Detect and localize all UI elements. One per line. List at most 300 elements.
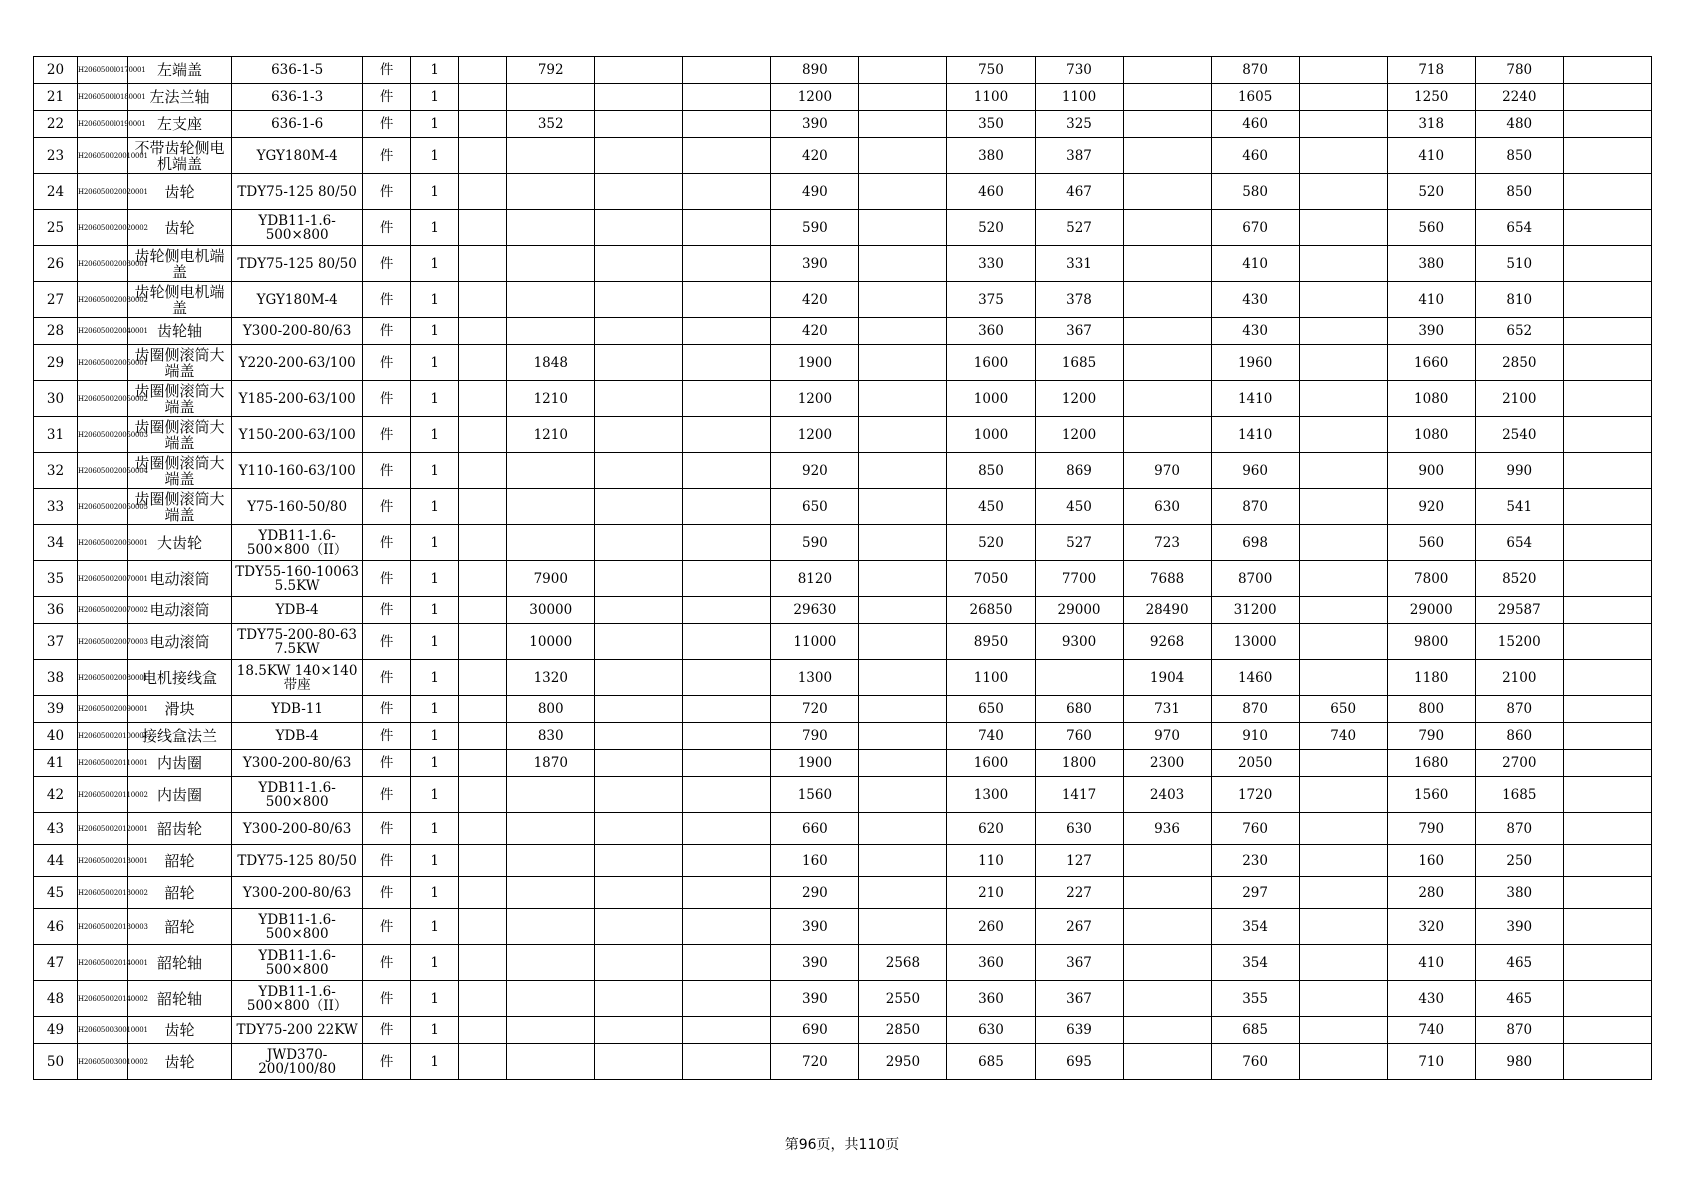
table-row <box>34 624 1652 660</box>
quantity-cell: 1 <box>411 660 459 696</box>
price-cell: 2100 <box>1475 660 1563 696</box>
item-code-cell: H206050020100001 <box>78 723 128 750</box>
unit-cell: 件 <box>363 624 411 660</box>
item-name-cell: 电动滚筒 <box>128 597 232 624</box>
price-cell <box>859 909 947 945</box>
price-cell <box>595 525 683 561</box>
price-cell: 590 <box>771 525 859 561</box>
price-cell: 1720 <box>1211 777 1299 813</box>
price-cell: 250 <box>1475 845 1563 877</box>
price-cell: 1410 <box>1211 417 1299 453</box>
price-cell: 936 <box>1123 813 1211 845</box>
price-cell <box>595 84 683 111</box>
price-cell: 1080 <box>1387 381 1475 417</box>
price-cell <box>595 453 683 489</box>
price-cell: 1320 <box>507 660 595 696</box>
price-cell <box>683 57 771 84</box>
price-cell <box>859 453 947 489</box>
price-cell: 390 <box>1387 318 1475 345</box>
price-cell <box>507 877 595 909</box>
quantity-cell: 1 <box>411 877 459 909</box>
row-number-cell: 37 <box>34 624 78 660</box>
price-cell: 1200 <box>1035 417 1123 453</box>
price-cell: 920 <box>771 453 859 489</box>
price-cell <box>1563 1044 1651 1080</box>
price-cell: 297 <box>1211 877 1299 909</box>
quantity-cell: 1 <box>411 246 459 282</box>
item-model-cell: TDY75-200-80-63 7.5KW <box>232 624 363 660</box>
price-cell: 630 <box>947 1017 1035 1044</box>
price-cell <box>1563 561 1651 597</box>
price-cell <box>459 1044 507 1080</box>
price-cell: 650 <box>1299 696 1387 723</box>
price-cell <box>1563 909 1651 945</box>
table-row <box>34 138 1652 174</box>
price-cell: 390 <box>771 246 859 282</box>
item-name-cell: 齿轮 <box>128 1044 232 1080</box>
price-cell <box>683 561 771 597</box>
price-cell: 9300 <box>1035 624 1123 660</box>
item-code-cell: H206050020090001 <box>78 696 128 723</box>
price-cell: 280 <box>1387 877 1475 909</box>
table-row <box>34 845 1652 877</box>
price-cell: 1300 <box>771 660 859 696</box>
price-cell: 698 <box>1211 525 1299 561</box>
item-name-cell: 齿圈侧滚筒大端盖 <box>128 489 232 525</box>
item-code-cell: H206050020110002 <box>78 777 128 813</box>
quantity-cell: 1 <box>411 777 459 813</box>
price-cell <box>595 981 683 1017</box>
unit-cell: 件 <box>363 981 411 1017</box>
price-cell: 30000 <box>507 597 595 624</box>
price-cell: 652 <box>1475 318 1563 345</box>
item-code-cell: H206050020040001 <box>78 318 128 345</box>
price-cell: 7700 <box>1035 561 1123 597</box>
item-code-cell: H206050020070002 <box>78 597 128 624</box>
row-number-cell: 34 <box>34 525 78 561</box>
price-cell: 380 <box>1475 877 1563 909</box>
price-cell <box>1299 750 1387 777</box>
quantity-cell: 1 <box>411 210 459 246</box>
price-cell: 110 <box>947 845 1035 877</box>
price-cell <box>459 84 507 111</box>
price-cell <box>1123 381 1211 417</box>
price-cell: 352 <box>507 111 595 138</box>
item-model-cell: 636-1-6 <box>232 111 363 138</box>
price-cell <box>595 282 683 318</box>
row-number-cell: 23 <box>34 138 78 174</box>
row-number-cell: 44 <box>34 845 78 877</box>
price-cell <box>507 981 595 1017</box>
price-cell: 720 <box>771 1044 859 1080</box>
quantity-cell: 1 <box>411 597 459 624</box>
price-cell: 695 <box>1035 1044 1123 1080</box>
price-cell <box>859 489 947 525</box>
price-cell <box>459 845 507 877</box>
price-cell: 750 <box>947 57 1035 84</box>
price-cell: 1685 <box>1475 777 1563 813</box>
price-cell <box>595 489 683 525</box>
price-cell: 2300 <box>1123 750 1211 777</box>
item-model-cell: 636-1-3 <box>232 84 363 111</box>
price-cell <box>1299 981 1387 1017</box>
price-cell <box>1299 597 1387 624</box>
price-cell: 460 <box>1211 138 1299 174</box>
price-cell: 260 <box>947 909 1035 945</box>
price-cell <box>1299 1044 1387 1080</box>
price-cell <box>1299 318 1387 345</box>
price-cell: 387 <box>1035 138 1123 174</box>
price-cell <box>1563 750 1651 777</box>
price-cell: 990 <box>1475 453 1563 489</box>
price-cell: 330 <box>947 246 1035 282</box>
price-cell: 410 <box>1387 282 1475 318</box>
price-cell <box>595 723 683 750</box>
table-row <box>34 597 1652 624</box>
item-name-cell: 韶轮轴 <box>128 945 232 981</box>
price-cell <box>1563 813 1651 845</box>
item-model-cell: TDY75-125 80/50 <box>232 174 363 210</box>
price-cell: 1410 <box>1211 381 1299 417</box>
price-cell: 780 <box>1475 57 1563 84</box>
row-number-cell: 28 <box>34 318 78 345</box>
price-cell: 29630 <box>771 597 859 624</box>
price-cell: 465 <box>1475 981 1563 1017</box>
price-cell: 160 <box>1387 845 1475 877</box>
price-cell <box>459 417 507 453</box>
price-cell <box>1123 981 1211 1017</box>
price-cell <box>1299 1017 1387 1044</box>
price-cell: 1560 <box>1387 777 1475 813</box>
price-cell <box>683 696 771 723</box>
price-cell: 685 <box>1211 1017 1299 1044</box>
item-code-cell: H206050020130002 <box>78 877 128 909</box>
unit-cell: 件 <box>363 489 411 525</box>
price-cell <box>859 174 947 210</box>
price-cell: 430 <box>1211 318 1299 345</box>
price-cell <box>507 845 595 877</box>
unit-cell: 件 <box>363 696 411 723</box>
price-cell <box>683 174 771 210</box>
price-cell: 800 <box>507 696 595 723</box>
price-cell: 1000 <box>947 417 1035 453</box>
price-cell: 970 <box>1123 723 1211 750</box>
price-cell: 26850 <box>947 597 1035 624</box>
quantity-cell: 1 <box>411 1017 459 1044</box>
price-cell <box>459 1017 507 1044</box>
price-cell <box>507 909 595 945</box>
item-name-cell: 左法兰轴 <box>128 84 232 111</box>
footer-suffix: 页 <box>885 1137 900 1153</box>
price-cell <box>1299 525 1387 561</box>
price-cell: 870 <box>1475 1017 1563 1044</box>
price-cell: 1680 <box>1387 750 1475 777</box>
table-row <box>34 57 1652 84</box>
price-cell <box>1299 138 1387 174</box>
price-cell <box>459 945 507 981</box>
price-cell: 7800 <box>1387 561 1475 597</box>
unit-cell: 件 <box>363 345 411 381</box>
price-cell: 367 <box>1035 945 1123 981</box>
price-cell: 1000 <box>947 381 1035 417</box>
item-code-cell: H206050020070003 <box>78 624 128 660</box>
price-cell <box>683 845 771 877</box>
unit-cell: 件 <box>363 1017 411 1044</box>
item-model-cell: YDB11-1.6-500×800 <box>232 945 363 981</box>
price-cell <box>595 813 683 845</box>
price-cell: 1960 <box>1211 345 1299 381</box>
price-cell <box>1563 138 1651 174</box>
price-cell <box>1299 381 1387 417</box>
price-cell: 1417 <box>1035 777 1123 813</box>
price-cell: 541 <box>1475 489 1563 525</box>
price-cell: 465 <box>1475 945 1563 981</box>
price-cell: 1100 <box>947 660 1035 696</box>
price-cell <box>459 597 507 624</box>
price-cell <box>1123 1044 1211 1080</box>
item-code-cell: H206050020020002 <box>78 210 128 246</box>
price-cell <box>683 84 771 111</box>
unit-cell: 件 <box>363 660 411 696</box>
item-model-cell: TDY75-125 80/50 <box>232 246 363 282</box>
item-name-cell: 韶轮 <box>128 909 232 945</box>
price-cell <box>1563 381 1651 417</box>
quantity-cell: 1 <box>411 813 459 845</box>
row-number-cell: 27 <box>34 282 78 318</box>
item-code-cell: H206050030010002 <box>78 1044 128 1080</box>
item-name-cell: 齿轮侧电机端盖 <box>128 282 232 318</box>
price-cell <box>1123 845 1211 877</box>
price-cell: 1200 <box>771 417 859 453</box>
table-row <box>34 381 1652 417</box>
price-cell: 650 <box>947 696 1035 723</box>
price-cell: 410 <box>1387 945 1475 981</box>
price-cell <box>683 138 771 174</box>
table-row <box>34 750 1652 777</box>
row-number-cell: 47 <box>34 945 78 981</box>
price-cell <box>683 489 771 525</box>
item-code-cell: H206050020030002 <box>78 282 128 318</box>
item-model-cell: Y110-160-63/100 <box>232 453 363 489</box>
price-cell: 870 <box>1211 489 1299 525</box>
price-cell: 2700 <box>1475 750 1563 777</box>
price-cell <box>1563 318 1651 345</box>
row-number-cell: 40 <box>34 723 78 750</box>
price-cell: 390 <box>771 111 859 138</box>
price-cell: 1560 <box>771 777 859 813</box>
table-row <box>34 981 1652 1017</box>
price-cell: 2850 <box>1475 345 1563 381</box>
price-cell <box>1563 210 1651 246</box>
price-cell <box>1299 57 1387 84</box>
price-cell: 29000 <box>1035 597 1123 624</box>
price-cell: 870 <box>1475 696 1563 723</box>
table-row <box>34 111 1652 138</box>
price-cell: 830 <box>507 723 595 750</box>
price-cell: 650 <box>771 489 859 525</box>
price-cell <box>1123 345 1211 381</box>
price-cell: 520 <box>947 210 1035 246</box>
price-cell <box>859 318 947 345</box>
item-name-cell: 内齿圈 <box>128 750 232 777</box>
item-model-cell: YGY180M-4 <box>232 138 363 174</box>
item-model-cell: YDB-11 <box>232 696 363 723</box>
price-cell <box>507 525 595 561</box>
item-code-cell: H206050020050002 <box>78 381 128 417</box>
price-cell <box>1563 525 1651 561</box>
item-model-cell: TDY75-125 80/50 <box>232 845 363 877</box>
item-name-cell: 内齿圈 <box>128 777 232 813</box>
item-name-cell: 齿轮 <box>128 210 232 246</box>
price-cell: 1200 <box>1035 381 1123 417</box>
quantity-cell: 1 <box>411 696 459 723</box>
unit-cell: 件 <box>363 210 411 246</box>
price-cell <box>595 57 683 84</box>
price-cell: 320 <box>1387 909 1475 945</box>
price-cell: 740 <box>1387 1017 1475 1044</box>
item-model-cell: TDY75-200 22KW <box>232 1017 363 1044</box>
price-cell: 790 <box>1387 723 1475 750</box>
item-name-cell: 韶轮 <box>128 845 232 877</box>
table-row <box>34 489 1652 525</box>
price-cell <box>1299 877 1387 909</box>
price-cell: 8120 <box>771 561 859 597</box>
price-cell <box>1123 111 1211 138</box>
price-cell: 490 <box>771 174 859 210</box>
price-cell: 325 <box>1035 111 1123 138</box>
price-cell <box>459 877 507 909</box>
row-number-cell: 25 <box>34 210 78 246</box>
price-cell: 850 <box>1475 138 1563 174</box>
quantity-cell: 1 <box>411 381 459 417</box>
price-cell <box>1563 945 1651 981</box>
price-cell <box>1123 318 1211 345</box>
item-model-cell: Y300-200-80/63 <box>232 813 363 845</box>
price-cell: 1210 <box>507 381 595 417</box>
price-cell <box>1123 174 1211 210</box>
price-cell: 980 <box>1475 1044 1563 1080</box>
price-cell <box>507 453 595 489</box>
price-cell: 1848 <box>507 345 595 381</box>
item-name-cell: 接线盒法兰 <box>128 723 232 750</box>
unit-cell: 件 <box>363 877 411 909</box>
price-cell <box>1563 877 1651 909</box>
price-cell <box>1563 84 1651 111</box>
table-row <box>34 945 1652 981</box>
price-cell: 760 <box>1035 723 1123 750</box>
price-cell <box>1299 246 1387 282</box>
price-cell <box>859 381 947 417</box>
price-cell: 9800 <box>1387 624 1475 660</box>
price-cell <box>459 696 507 723</box>
price-cell: 1600 <box>947 345 1035 381</box>
quantity-cell: 1 <box>411 282 459 318</box>
price-cell: 2240 <box>1475 84 1563 111</box>
price-cell <box>859 84 947 111</box>
price-cell: 527 <box>1035 210 1123 246</box>
price-cell: 639 <box>1035 1017 1123 1044</box>
price-cell <box>859 845 947 877</box>
quantity-cell: 1 <box>411 174 459 210</box>
table-body <box>34 57 1652 1080</box>
price-cell: 685 <box>947 1044 1035 1080</box>
price-cell: 2403 <box>1123 777 1211 813</box>
price-cell: 620 <box>947 813 1035 845</box>
price-cell: 720 <box>771 696 859 723</box>
price-cell <box>459 345 507 381</box>
quantity-cell: 1 <box>411 525 459 561</box>
price-cell: 410 <box>1211 246 1299 282</box>
price-cell <box>459 57 507 84</box>
price-cell <box>1123 945 1211 981</box>
table-row <box>34 696 1652 723</box>
page-footer <box>0 1134 1684 1154</box>
price-cell <box>1563 282 1651 318</box>
price-cell: 740 <box>1299 723 1387 750</box>
price-cell: 7688 <box>1123 561 1211 597</box>
price-cell <box>859 282 947 318</box>
unit-cell: 件 <box>363 84 411 111</box>
table-row <box>34 453 1652 489</box>
item-code-cell: H206050020020001 <box>78 174 128 210</box>
price-cell: 680 <box>1035 696 1123 723</box>
price-cell <box>1123 138 1211 174</box>
price-cell: 870 <box>1211 696 1299 723</box>
row-number-cell: 48 <box>34 981 78 1017</box>
price-cell: 790 <box>771 723 859 750</box>
price-cell <box>1299 777 1387 813</box>
price-cell: 2850 <box>859 1017 947 1044</box>
price-cell: 630 <box>1123 489 1211 525</box>
price-cell <box>1563 246 1651 282</box>
item-code-cell: H206050030010001 <box>78 1017 128 1044</box>
quantity-cell: 1 <box>411 84 459 111</box>
price-cell <box>595 845 683 877</box>
table-row <box>34 723 1652 750</box>
price-cell: 850 <box>1475 174 1563 210</box>
price-cell <box>1563 845 1651 877</box>
row-number-cell: 21 <box>34 84 78 111</box>
quantity-cell: 1 <box>411 981 459 1017</box>
unit-cell: 件 <box>363 174 411 210</box>
price-cell <box>1299 174 1387 210</box>
row-number-cell: 26 <box>34 246 78 282</box>
price-cell: 28490 <box>1123 597 1211 624</box>
table-row <box>34 909 1652 945</box>
price-cell <box>507 210 595 246</box>
quantity-cell: 1 <box>411 345 459 381</box>
price-table <box>33 56 1652 1080</box>
price-cell <box>1299 909 1387 945</box>
item-code-cell: H206050020050001 <box>78 345 128 381</box>
price-cell: 1210 <box>507 417 595 453</box>
price-cell <box>1299 417 1387 453</box>
price-cell: 390 <box>1475 909 1563 945</box>
price-cell <box>1563 660 1651 696</box>
price-cell: 792 <box>507 57 595 84</box>
price-cell <box>595 696 683 723</box>
price-cell <box>507 1017 595 1044</box>
price-cell: 360 <box>947 945 1035 981</box>
price-cell: 1250 <box>1387 84 1475 111</box>
price-cell <box>1299 561 1387 597</box>
price-cell <box>595 909 683 945</box>
price-cell <box>595 1017 683 1044</box>
price-cell <box>1563 696 1651 723</box>
unit-cell: 件 <box>363 597 411 624</box>
unit-cell: 件 <box>363 417 411 453</box>
price-cell <box>859 723 947 750</box>
